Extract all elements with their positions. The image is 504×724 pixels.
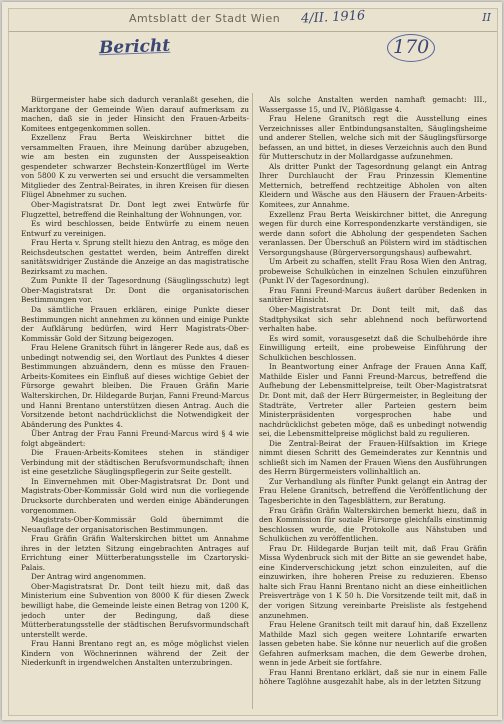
paragraph: Die Frauen-Arbeits-Komitees stehen in ständiger Verbindung mit der städtischen Berufsvormundschaft; ihnen ist eine gesetzliche Säuglingspflegerin zur Seite gestellt. [21,448,249,477]
left-column [21,95,249,707]
corner-mark: II [482,11,491,24]
paragraph: Exzellenz Frau Berta Weiskirchner bittet, die Anregung wegen für durch eine Korrespondenzkarte verständigen, sie werde dann sofort die Abholung der gespendeten Sachen veranlassen. Der Überschuß an Pölstern wird im städtischen Versorgungshause (Bürgerversorgungshaus) aufbewahrt. [259,209,487,257]
paragraph: Frau Gräfin Gräfin Walterskirchen bemerkt hiezu, daß in den Kommission für soziale Fürsorge gleichfalls einstimmig beschlossen wurde, die Protokolle aus Nähstuben und Schulküchen zu veröffentlichen. [259,505,487,544]
paragraph: Frau Helene Granitsch führt in längerer Rede aus, daß es unbedingt notwendig sei, den Wortlaut des Punktes 4 dieser Bestimmungen abzuändern, denn es müsse den Frauen-Arbeits-Komitees ein Einfluß auf dieses wichtige Gebiet der Fürsorge gewahrt bleiben. Die Frauen Gräfin Marie Walterskirchen, Dr. Hildegarde Burjan, Fanni Freund-Marcus und Hanni Brentano unterstützen diesen Antrag. Auch die Vorsitzende betont nachdrücklichst die Notwendigkeit der Abänderung des Punktes 4. [21,343,249,429]
newspaper-clipping [8,8,498,716]
paragraph: Da sämtliche Frauen erklären, einige Punkte dieser Bestimmungen nicht annehmen zu können und einige Punkte der Aufklärung bedürfen, wird Herr Magistrats-Ober-Kommissär Gold der Sitzung beigezogen. [21,305,249,343]
paragraph: Es wird somit, vorausgesetzt daß die Schulbehörde ihre Einwilligung erteilt, eine probeweise Einführung der Schulküchen beschlossen. [259,333,487,362]
paragraph: Magistrats-Ober-Kommissär Gold übernimmt die Neuauflage der organisatorischen Bestimmungen. [21,515,249,534]
paragraph: Frau Dr. Hildegarde Burjan teilt mit, daß Frau Gräfin Missa Wydenbruck sich mit der Bitte an sie gewendet habe, eine Kinderverschickung jetzt schon einzuleiten, auf die einzuwirken, ihre hoheren Preise zu reduzieren. Ebenso halte sich Frau Hanni Brentano nicht an diese einheitlichen Preisverträge von 1 K 50 h. Die Vorsitzende teilt mit, daß in der vorigen Sitzung vereinbarte Preisliste als festgehend anzunehmen. [259,543,487,620]
paragraph: Um Arbeit zu schaffen, stellt Frau Rosa Wien den Antrag, probeweise Schulküchen in einzelnen Schulen einzuführen (Punkt IV der Tagesordnung). [259,257,487,286]
paragraph: Zum Punkte II der Tagesordnung (Säuglingsschutz) legt Ober-Magistratsrat Dr. Dont die organisatorischen Bestimmungen vor. [21,276,249,305]
paragraph: Die Zentral-Beirat der Frauen-Hilfsaktion im Kriege nimmt diesen Schritt des Gemeinderates zur Kenntnis und schließt sich im Namen der Frauen Wiens den Ausführungen des Herrn Bürgermeisters vollinhaltlich an. [259,438,487,477]
paragraph: Über Antrag der Frau Fanni Freund-Marcus wird § 4 wie folgt abgeändert: [21,429,249,448]
paragraph: Frau Hanni Brentano erklärt, daß sie nur in einem Falle höhere Taglöhne ausgezahlt habe, als in der letzten Sitzung [259,667,487,687]
column-divider [252,93,253,709]
paragraph: Frau Fanni Freund-Marcus äußert darüber Bedenken in sanitärer Hinsicht. [259,285,487,305]
handwritten-date: 4/II. 1916 [300,8,366,27]
paragraph: In Beantwortung einer Anfrage der Frauen Anna Kaff, Mathilde Eisler und Fanni Freund-Marcus, betreffend die Aufhebung der Lebensmittelpreise, teilt Ober-Magistratsrat Dr. Dont mit, daß der Herr Bürgermeister, in Begleitung der Stadträte, Vertreter aller Parteien gestern beim Ministerpräsidenten vorgesprochen habe und nachdrücklichst gebeten möge, daß es unbedingt notwendig sei, die Lebensmittelpreise möglichst bald zu regulieren. [259,362,487,439]
paragraph: Frau Helene Granitsch teilt mit darauf hin, daß Exzellenz Mathilde Mazl sich gegen weitere Lohntarife erwarten lassen gebeten habe. Sie könne nur neuerlich auf die großen Gefahren aufmerksam machen, die dem Gewerbe drohen, wenn in jede Arbeit sie fortfahre. [259,620,487,668]
paragraph: Der Antrag wird angenommen. [31,572,147,582]
paragraph: Exzellenz Frau Berta Weiskirchner bittet die versammelten Frauen, ihre Meinung darüber abzugeben, wie am besten ein zugunsten der Ausspeiseaktion gespendeter schwarzer Bechstein-Konzertflügel im Werte von 5800 K zu verwerten sei und ersucht die versammelten Mitglieder des Zentral-Beirates, in ihren Kreisen für diesen Flügel Abnehmer zu suchen. [21,133,249,200]
paragraph: Bürgermeister habe sich dadurch veranlaßt gesehen, die Marktorgane der Gemeinde Wien darauf aufmerksam zu machen, daß sie in jeder Hinsicht den Frauen-Arbeits-Komitees entgegenkommen sollen. [21,95,249,133]
masthead: Amtsblatt der Stadt Wien [129,12,281,25]
paragraph: Ober-Magistratsrat Dr. Dont legt zwei Entwürfe für Flugzettel, betreffend die Reinhaltung der Wohnungen, vor. [21,200,249,219]
paragraph: Als dritter Punkt der Tagesordnung gelangt ein Antrag Ihrer Durchlaucht der Frau Prinzessin Klementine Metternich, betreffend rechtzeitige Abholen von alten Kleidern und Wäsche aus den Häusern der Frauen-Arbeits-Komitees, zur Annahme. [259,161,487,210]
paragraph: Als solche Anstalten werden namhaft gemacht: III., Wassergasse 15, und IV., Plößlgasse 4. [259,95,487,114]
paragraph: Es wird beschlossen, beide Entwürfe zu einem neuen Entwurf zu vereinigen. [21,219,249,238]
paragraph: Zur Verhandlung als fünfter Punkt gelangt ein Antrag der Frau Helene Granitsch, betreffend die Veröffentlichung der Tagesberichte in den Tagesblättern, zur Beratung. [259,476,487,505]
paragraph: In Einvernehmen mit Ober-Magistratsrat Dr. Dont und Magistrats-Ober-Kommissär Gold wird nun die vorliegende Drucksorte durchberaten und werden einige Abänderungen vorgenommen. [21,476,249,515]
page [2,2,502,720]
paragraph: Frau Herta v. Sprung stellt hiezu den Antrag, es möge den Reichsdeutschen gestattet werden, beim Antreffen direkt sanitätswidriger Zustände die Anzeige an das magistratische Bezirksamt zu machen. [21,238,249,276]
paragraph: Frau Helene Granitsch regt die Ausstellung eines Verzeichnisses aller Entbindungsanstalten, Säuglingsheime und anderer Stellen, welche sich mit der Säuglingsfürsorge befassen, an und bittet, in dieses Verzeichnis auch den Bund für Mutterschutz in der Mollardgasse aufzunehmen. [259,114,487,162]
handwritten-title: Bericht [98,35,171,59]
paragraph: Frau Hanni Brentano regt an, es möge möglichst vielen Kindern von Wöchnerinnen während der Zeit der Niederkunft in irgendwelchen Anstalten unterzubringen. [21,639,249,668]
handwritten-number: 170 [393,36,430,58]
paragraph: Ober-Magistratsrat Dr. Dont teilt hiezu mit, daß das Ministerium eine Subvention von 8000 K für diesen Zweck bewilligt habe, die Gemeinde leiste einen Betrag von 1200 K, jedoch unter der Bedingung, daß diese Mütterberatungsstelle der städtischen Berufsvormundschaft unterstellt werde. [21,581,249,639]
right-column [259,95,487,707]
paragraph: Frau Gräfin Gräfin Walterskirchen bittet um Annahme ihres in der letzten Sitzung eingebrachten Antrages auf Errichtung einer Mütterberatungsstelle im Czartoryski-Palais. [21,534,249,572]
paragraph: Ober-Magistratsrat Dr. Dont teilt mit, daß das Stadtphysikat sich sehr ablehnend noch befürwortend verhalten habe. [259,305,487,334]
